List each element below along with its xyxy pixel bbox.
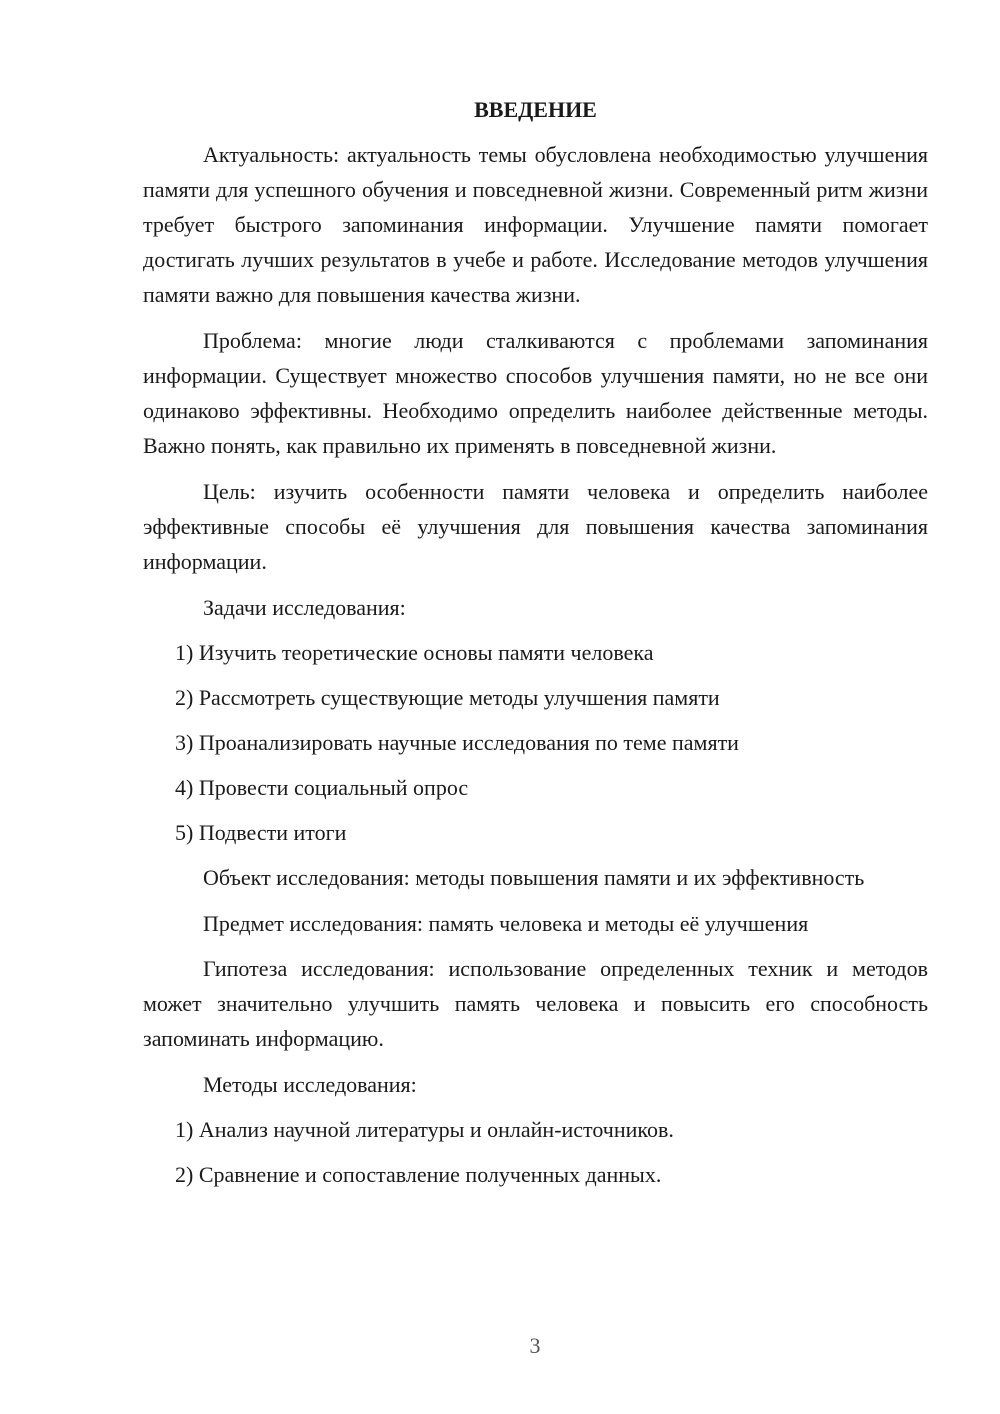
object-paragraph: Объект исследования: методы повышения памяти и их эффективность	[203, 865, 865, 890]
method-item: 1) Анализ научной литературы и онлайн-источников.	[175, 1117, 674, 1142]
relevance-paragraph: Актуальность: актуальность темы обусловлена необходимостью улучшения памяти для успешного обучения и повседневной жизни. Современный ритм жизни требует быстрого запоминания информации. Улучшение памяти помогает достигать лучших результатов в учебе и работе. Исследование методов улучшения памяти важно для повышения качества жизни.	[143, 142, 928, 307]
method-item: 2) Сравнение и сопоставление полученных данных.	[175, 1162, 662, 1187]
goal-paragraph: Цель: изучить особенности памяти человека и определить наиболее эффективные способы её улучшения для повышения качества запоминания информации.	[143, 479, 928, 574]
methods-heading: Методы исследования:	[203, 1072, 417, 1097]
section-title: ВВЕДЕНИЕ	[474, 97, 597, 122]
task-item: 2) Рассмотреть существующие методы улучшения памяти	[175, 685, 720, 710]
page-number: 3	[529, 1333, 541, 1358]
hypothesis-paragraph: Гипотеза исследования: использование определенных техник и методов может значительно улучшить память человека и повысить его способность запоминать информацию.	[143, 956, 928, 1051]
tasks-heading: Задачи исследования:	[203, 595, 406, 620]
page-content	[143, 92, 928, 1202]
subject-paragraph: Предмет исследования: память человека и методы её улучшения	[203, 911, 809, 936]
task-item: 1) Изучить теоретические основы памяти человека	[175, 640, 654, 665]
task-item: 5) Подвести итоги	[175, 820, 347, 845]
problem-paragraph: Проблема: многие люди сталкиваются с проблемами запоминания информации. Существует множество способов улучшения памяти, но не все они одинаково эффективны. Необходимо определить наиболее действенные методы. Важно понять, как правильно их применять в повседневной жизни.	[143, 328, 928, 458]
task-item: 3) Проанализировать научные исследования по теме памяти	[175, 730, 739, 755]
task-item: 4) Провести социальный опрос	[175, 775, 469, 800]
